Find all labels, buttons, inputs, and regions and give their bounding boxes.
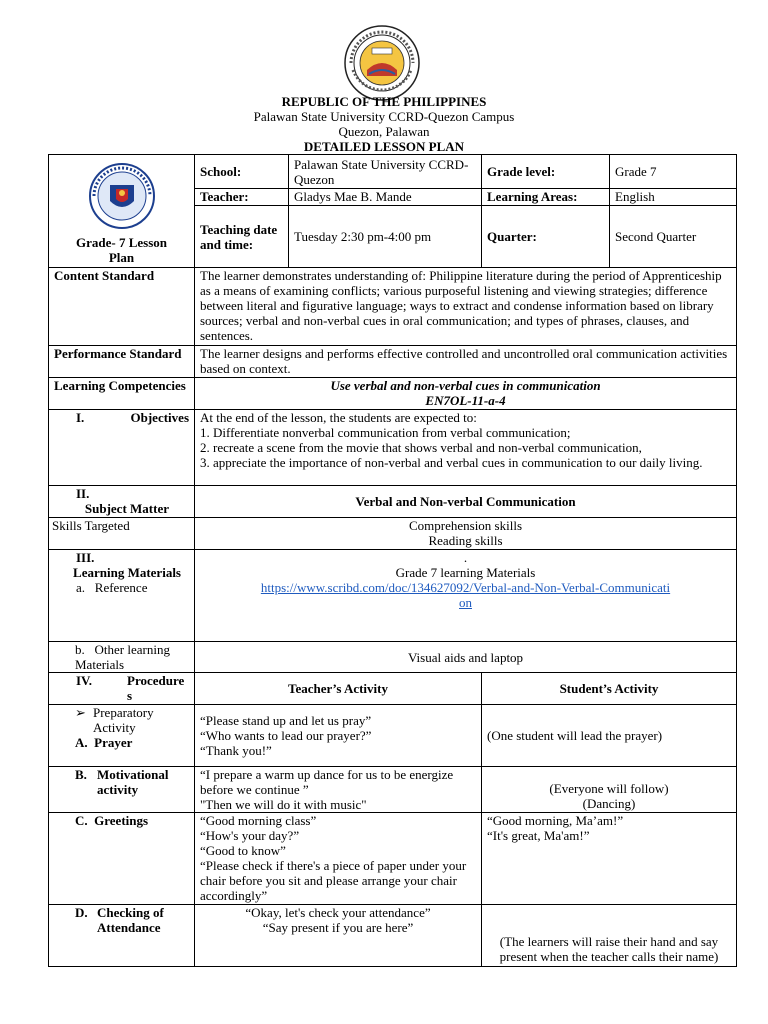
motivational-student-cell: [482, 767, 737, 813]
grade-level-label: Grade level:: [482, 155, 610, 189]
prayer-teacher-line-2: “Who wants to lead our prayer?”: [200, 728, 372, 743]
skill-reading: Reading skills: [428, 533, 503, 548]
other-materials-value: Visual aids and laptop: [195, 642, 737, 673]
objective-item-2: 2. recreate a scene from the movie that shows verbal and non-verbal communication,: [200, 440, 642, 455]
attendance-letter: D.: [75, 905, 88, 920]
skill-comprehension: Comprehension skills: [408, 518, 523, 533]
objectives-label: Objectives: [130, 410, 189, 425]
competencies-label: Learning Competencies: [49, 378, 195, 410]
greetings-student-line-1: “Good morning, Ma’am!”: [487, 813, 624, 828]
other-materials-label-cell: [49, 642, 195, 673]
prayer-teacher-line-3: “Thank you!”: [200, 743, 272, 758]
teaching-date-label: Teaching date and time:: [195, 206, 289, 268]
header-university: Palawan State University CCRD-Quezon Campus: [253, 109, 515, 124]
subject-matter-value: Verbal and Non-verbal Communication: [195, 486, 737, 518]
learning-areas-value: English: [610, 189, 737, 206]
prayer-label: Prayer: [94, 735, 133, 750]
prayer-student-cell: (One student will lead the prayer): [482, 705, 737, 767]
other-materials-label: Other learning Materials: [75, 642, 170, 672]
header-plan-title: DETAILED LESSON PLAN: [303, 139, 465, 154]
teacher-value: Gladys Mae B. Mande: [289, 189, 482, 206]
materials-label: Learning Materials: [73, 565, 181, 580]
teacher-activity-header: Teacher’s Activity: [195, 673, 482, 705]
school-label: School:: [195, 155, 289, 189]
objectives-label-cell: [49, 410, 195, 486]
greetings-teacher-line-1: “Good morning class”: [200, 813, 317, 828]
lesson-plan-table: [48, 154, 737, 967]
reference-cell: [195, 550, 737, 642]
header-republic: REPUBLIC OF THE PHILIPPINES: [281, 94, 487, 109]
objectives-num: I.: [76, 410, 85, 425]
objective-item-3: 3. appreciate the importance of non-verbal and verbal cues in communication to our daily living.: [200, 455, 703, 470]
prayer-letter: A.: [75, 735, 88, 750]
grade-level-value: Grade 7: [610, 155, 737, 189]
learning-areas-label: Learning Areas:: [482, 189, 610, 206]
reference-letter: a.: [76, 580, 86, 595]
subject-matter-label-cell: [49, 486, 195, 518]
reference-text: Grade 7 learning Materials: [395, 565, 536, 580]
motivational-label-cell: [49, 767, 195, 813]
teacher-label: Teacher:: [195, 189, 289, 206]
quarter-value: Second Quarter: [610, 206, 737, 268]
greetings-teacher-cell: [195, 813, 482, 905]
motivational-label: Motivational activity: [97, 767, 169, 797]
quarter-label: Quarter:: [482, 206, 610, 268]
objective-item-1: 1. Differentiate nonverbal communication from verbal communication;: [200, 425, 571, 440]
reference-label: Reference: [94, 580, 148, 595]
subject-matter-label: Subject Matter: [84, 501, 169, 516]
plan-label: Grade- 7 Lesson Plan: [76, 235, 167, 265]
attendance-label: Checking of Attendance: [97, 905, 164, 935]
reference-dot: .: [463, 550, 468, 565]
preparatory-label: Preparatory Activity: [93, 705, 154, 735]
teaching-date-value: Tuesday 2:30 pm-4:00 pm: [289, 206, 482, 268]
school-value: Palawan State University CCRD- Quezon: [289, 155, 482, 189]
greetings-letter: C.: [75, 813, 88, 828]
deped-seal-logo: [80, 163, 164, 229]
objectives-cell: [195, 410, 737, 486]
header-location: Quezon, Palawan: [338, 124, 430, 139]
prayer-label-cell: [49, 705, 195, 767]
attendance-student-cell: (The learners will raise their hand and say present when the teacher calls their name): [482, 905, 737, 967]
skills-cell: [195, 518, 737, 550]
student-activity-header: Student’s Activity: [482, 673, 737, 705]
materials-label-cell: [49, 550, 195, 642]
prayer-teacher-line-1: “Please stand up and let us pray”: [200, 713, 372, 728]
motivational-letter: B.: [75, 767, 87, 782]
arrow-bullet-icon: ➢: [75, 705, 86, 720]
other-materials-letter: b.: [75, 642, 85, 657]
performance-standard-text: The learner designs and performs effective controlled and uncontrolled oral communication activities based on context.: [195, 346, 737, 378]
competencies-cell: [195, 378, 737, 410]
subject-matter-num: II.: [76, 486, 90, 501]
greetings-label: Greetings: [94, 813, 149, 828]
content-standard-text: The learner demonstrates understanding of: Philippine literature during the period of Apprenticeship as a means of examining conflicts; various purposeful listening and viewing strategies; difference between literal and figurative language; ways to extract and condense information based on library sources; verbal and non-verbal cues in oral communication; and types of phrases, clauses, and sentences.: [195, 268, 737, 346]
competency-text: Use verbal and non-verbal cues in communication: [330, 378, 601, 393]
prayer-teacher-cell: [195, 705, 482, 767]
greetings-student-cell: [482, 813, 737, 905]
greetings-teacher-line-3: “Good to know”: [200, 843, 286, 858]
deped-logo-cell: [49, 155, 195, 268]
attendance-teacher-line-2: “Say present if you are here”: [262, 920, 414, 935]
competency-code: EN7OL-11-a-4: [425, 393, 506, 408]
attendance-teacher-cell: [195, 905, 482, 967]
motivational-student-line-2: (Dancing): [582, 796, 636, 811]
motivational-student-line-1: (Everyone will follow): [549, 781, 669, 796]
skills-label: Skills Targeted: [49, 518, 195, 550]
greetings-teacher-line-4: “Please check if there's a piece of paper under your chair before you sit and please arrange your chair accordingly”: [200, 858, 467, 903]
greetings-label-cell: [49, 813, 195, 905]
reference-link[interactable]: https://www.scribd.com/doc/134627092/Verbal-and-Non-Verbal-Communication: [260, 580, 671, 610]
motivational-teacher-line-1: “I prepare a warm up dance for us to be energize before we continue ”: [200, 767, 454, 797]
procedures-label: Procedures: [127, 673, 185, 703]
attendance-label-cell: [49, 905, 195, 967]
content-standard-label: Content Standard: [49, 268, 195, 346]
procedures-num: IV.: [76, 673, 93, 688]
university-seal-logo: [343, 24, 421, 102]
materials-num: III.: [76, 550, 95, 565]
attendance-teacher-line-1: “Okay, let's check your attendance”: [245, 905, 431, 920]
performance-standard-label: Performance Standard: [49, 346, 195, 378]
objectives-intro: At the end of the lesson, the students are expected to:: [200, 410, 477, 425]
greetings-student-line-2: “It's great, Ma'am!”: [487, 828, 590, 843]
greetings-teacher-line-2: “How's your day?”: [200, 828, 300, 843]
procedures-label-cell: [49, 673, 195, 705]
motivational-teacher-cell: [195, 767, 482, 813]
motivational-teacher-line-2: "Then we will do it with music": [200, 797, 367, 812]
